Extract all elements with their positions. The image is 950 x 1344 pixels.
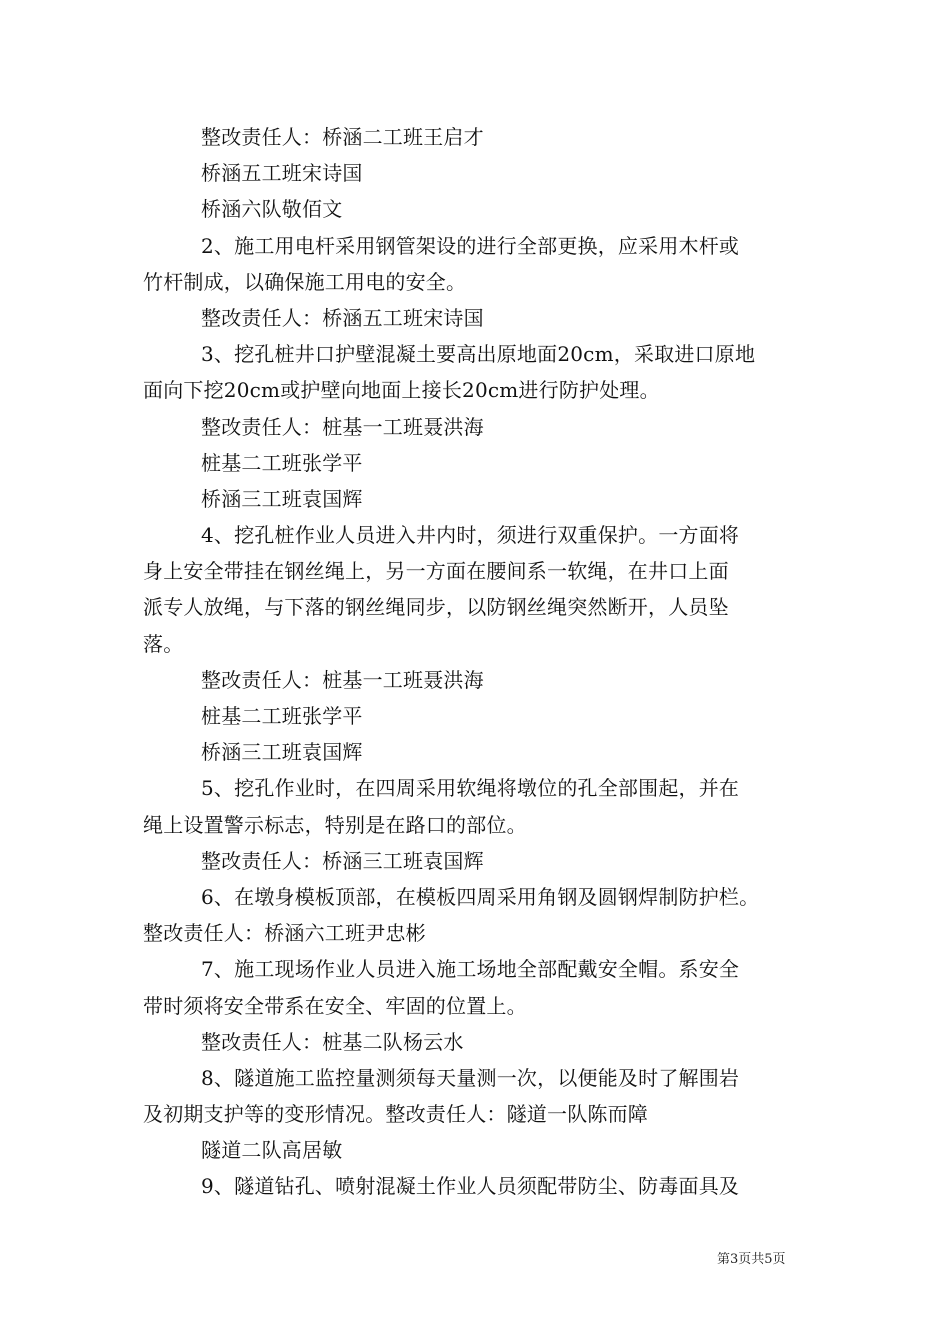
text-line: 落。 [143,631,184,656]
document-body [143,119,823,1205]
text-line: 5、挖孔作业时，在四周采用软绳将墩位的孔全部围起，并在 [201,776,740,801]
text-line: 隧道二队高居敏 [201,1138,343,1163]
text-line: 8、隧道施工监控量测须每天量测一次，以便能及时了解围岩 [201,1065,740,1090]
text-line: 整改责任人：桥涵六工班尹忠彬 [143,921,426,946]
text-line: 桥涵五工班宋诗国 [201,161,363,186]
text-line: 绳上设置警示标志，特别是在路口的部位。 [143,812,527,837]
text-line: 整改责任人：桥涵五工班宋诗国 [201,305,484,330]
text-line: 桥涵三工班袁国辉 [201,740,363,765]
text-line: 3、挖孔桩井口护壁混凝土要高出原地面20cm，采取进口原地 [201,342,756,367]
text-line: 派专人放绳，与下落的钢丝绳同步，以防钢丝绳突然断开，人员坠 [143,595,729,620]
text-line: 及初期支护等的变形情况。整改责任人：隧道一队陈而障 [143,1102,648,1127]
text-line: 整改责任人：桩基一工班聂洪海 [201,667,484,692]
text-line: 4、挖孔桩作业人员进入井内时，须进行双重保护。一方面将 [201,523,740,548]
text-line: 6、在墩身模板顶部，在模板四周采用角钢及圆钢焊制防护栏。 [201,884,760,909]
text-line: 整改责任人：桥涵三工班袁国辉 [201,848,484,873]
text-line: 桥涵六队敬佰文 [201,197,343,222]
text-line: 身上安全带挂在钢丝绳上，另一方面在腰间系一软绳，在井口上面 [143,559,729,584]
text-line: 桩基二工班张学平 [201,450,363,475]
text-line: 7、施工现场作业人员进入施工场地全部配戴安全帽。系安全 [201,957,740,982]
text-line: 整改责任人：桩基一工班聂洪海 [201,414,484,439]
text-line: 2、施工用电杆采用钢管架设的进行全部更换，应采用木杆或 [201,233,740,258]
page-number-footer: 第3页共5页 [717,1252,786,1267]
text-line: 整改责任人：桥涵二工班王启才 [201,125,484,149]
text-line: 带时须将安全带系在安全、牢固的位置上。 [143,993,527,1018]
text-line: 9、隧道钻孔、喷射混凝土作业人员须配带防尘、防毒面具及 [201,1174,740,1199]
text-line: 面向下挖20cm或护壁向地面上接长20cm进行防护处理。 [143,378,660,403]
text-line: 桩基二工班张学平 [201,704,363,728]
text-line: 竹杆制成，以确保施工用电的安全。 [143,269,467,294]
text-line: 整改责任人：桩基二队杨云水 [201,1029,464,1054]
text-line: 桥涵三工班袁国辉 [201,486,363,511]
